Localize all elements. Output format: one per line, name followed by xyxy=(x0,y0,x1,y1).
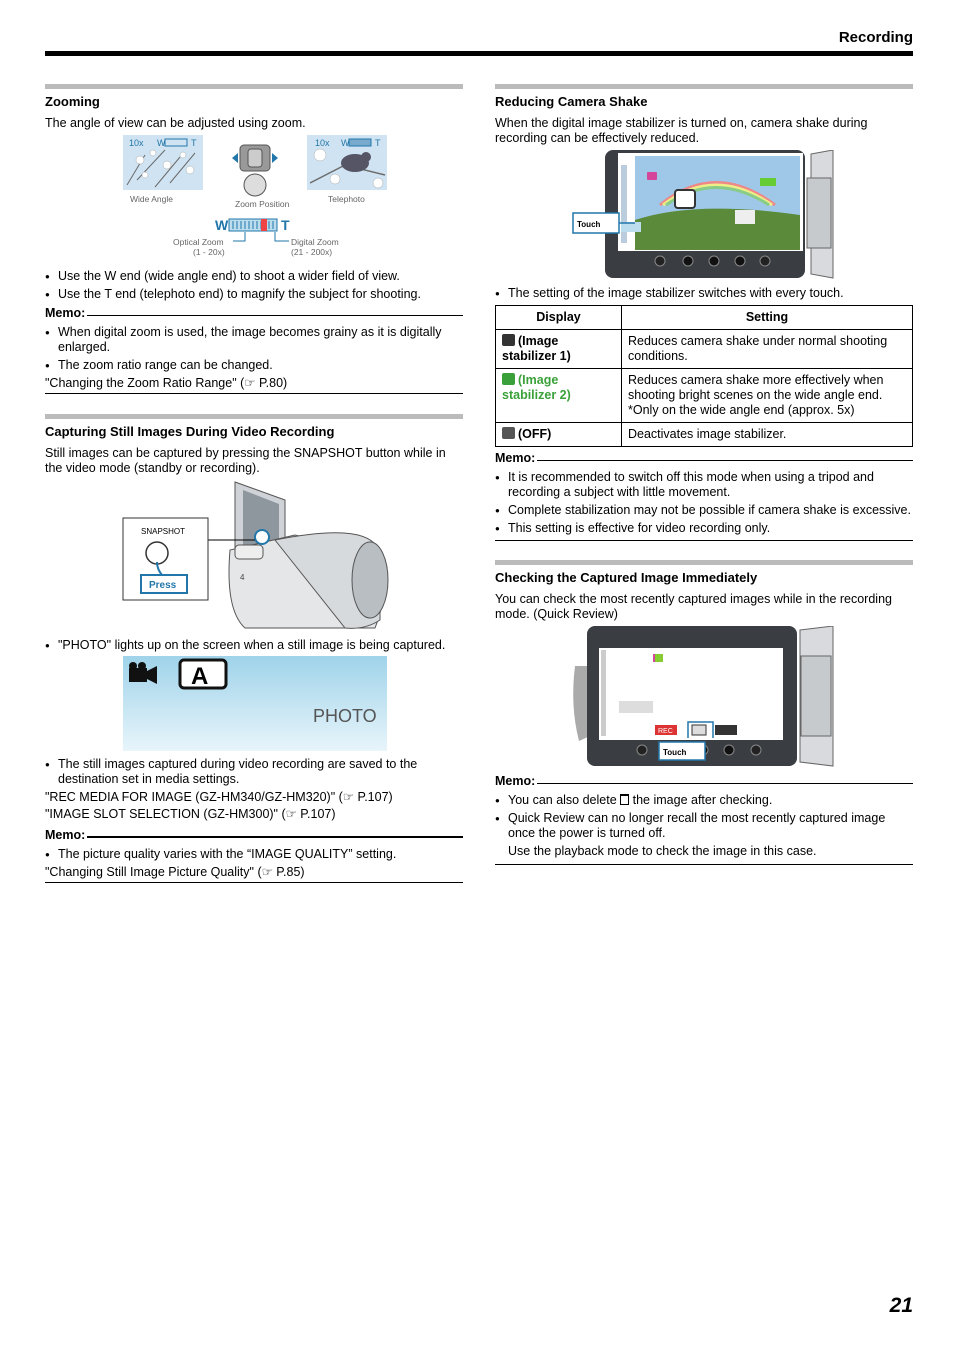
shake-memo-heading xyxy=(495,451,913,466)
rec-indicator: REC xyxy=(658,728,673,735)
snapshot-title: Capturing Still Images During Video Recording xyxy=(45,424,335,439)
snapshot-label: SNAPSHOT xyxy=(141,527,186,536)
lcd-t-left: T xyxy=(191,138,197,148)
lcd-zoom-right: 10x xyxy=(315,138,330,148)
shake-memo-2: ● Complete stabilization may not be possible if camera shake is excessive. xyxy=(495,503,913,518)
lcd-w-right: W xyxy=(341,138,350,148)
photo-screen-illustration xyxy=(123,656,387,751)
digital-zoom-label: Digital Zoom xyxy=(291,237,339,247)
section-bar xyxy=(45,84,463,89)
zoom-memo-2: ● The zoom ratio range can be changed. xyxy=(45,358,463,373)
table-row xyxy=(496,330,913,369)
image-slot-link[interactable]: "IMAGE SLOT SELECTION (GZ-HM300)" (☞ P.107) xyxy=(45,807,336,821)
digital-zoom-range: (21 - 200x) xyxy=(291,247,333,257)
row-display: (OFF) xyxy=(496,423,622,447)
lcd-t-right: T xyxy=(375,138,381,148)
zoom-bullet-w: ● Use the W end (wide angle end) to shoot a wider field of view. xyxy=(45,269,463,284)
row-display: (Image stabilizer 1) xyxy=(496,330,622,369)
review-memo-1: ● You can also delete the image after checking. xyxy=(495,793,913,808)
table-header-row xyxy=(496,306,913,330)
shake-memo-3: ● This setting is effective for video recording only. xyxy=(495,521,913,541)
section-header: Recording xyxy=(838,29,913,46)
optical-zoom-label: Optical Zoom xyxy=(173,237,224,247)
stabilizer-table xyxy=(495,305,913,447)
memo-label: Memo: xyxy=(45,306,86,320)
image-quality-link[interactable]: "Changing Still Image Picture Quality" (☞ P.85) xyxy=(45,865,463,883)
memo-label: Memo: xyxy=(495,774,536,788)
table-row xyxy=(496,369,913,423)
header-display: Display xyxy=(496,306,622,330)
shake-figure xyxy=(495,150,913,280)
camcorder-illustration xyxy=(45,480,463,632)
memo-label: Memo: xyxy=(45,828,86,842)
stabilizer-lcd-illustration xyxy=(495,150,913,280)
photo-screen xyxy=(123,656,463,751)
review-memo-2b: Use the playback mode to check the image in this case. xyxy=(495,844,913,865)
snapshot-memo-heading xyxy=(45,828,463,843)
shake-title: Reducing Camera Shake xyxy=(495,94,648,109)
zooming-title: Zooming xyxy=(45,94,100,109)
shake-intro: When the digital image stabilizer is turned on, camera shake during recording can be effectively reduced. xyxy=(495,116,868,145)
touch-label: Touch xyxy=(577,220,601,229)
top-rule xyxy=(45,51,913,56)
row-display: (Image stabilizer 2) xyxy=(496,369,622,423)
stabilizer2-icon xyxy=(502,373,515,385)
zoom-position-label: Zoom Position xyxy=(235,199,290,209)
zoom-bar-t: T xyxy=(281,217,290,233)
section-bar xyxy=(495,560,913,565)
photo-indicator: PHOTO xyxy=(313,706,377,726)
review-memo-heading xyxy=(495,774,913,789)
lcd-zoom-left: 10x xyxy=(129,138,144,148)
memo-label: Memo: xyxy=(495,451,536,465)
table-row xyxy=(496,423,913,447)
section-bar xyxy=(45,414,463,419)
stabilizer1-icon xyxy=(502,334,515,346)
optical-zoom-range: (1 - 20x) xyxy=(193,247,225,257)
snapshot-figure xyxy=(45,480,463,632)
wide-angle-label: Wide Angle xyxy=(130,194,173,204)
stabilizer-bullet: ● The setting of the image stabilizer switches with every touch. xyxy=(495,286,913,301)
review-figure xyxy=(495,626,913,768)
zoom-bullet-t: ● Use the T end (telephoto end) to magnify the subject for shooting. xyxy=(45,287,463,302)
mode-a-icon: A xyxy=(191,663,209,690)
zoom-bar-w: W xyxy=(215,217,229,233)
touch-label: Touch xyxy=(663,748,687,757)
quick-review-lcd-illustration xyxy=(495,626,913,768)
saved-bullet: ● The still images captured during video recording are saved to the destination set in media settings. xyxy=(45,757,463,787)
left-column xyxy=(45,84,463,883)
zooming-intro: The angle of view can be adjusted using zoom. xyxy=(45,116,306,130)
review-intro: You can check the most recently captured images while in the recording mode. (Quick Review) xyxy=(495,592,892,621)
row-setting: Reduces camera shake more effectively when shooting bright scenes on the wide angle end. *Only on the wide angle end (approx. 5x) xyxy=(622,369,913,423)
zoom-illustration xyxy=(45,135,463,263)
trash-icon xyxy=(620,794,629,805)
lcd-w-left: W xyxy=(157,138,166,148)
shake-memo-1: ● It is recommended to switch off this mode when using a tripod and recording a subject with little movement. xyxy=(495,470,913,500)
row-setting: Reduces camera shake under normal shooting conditions. xyxy=(622,330,913,369)
photo-bullet: ● "PHOTO" lights up on the screen when a still image is being captured. xyxy=(45,638,463,653)
stabilizer-off-icon xyxy=(502,427,515,439)
zoom-memo-heading xyxy=(45,306,463,321)
rec-media-link[interactable]: "REC MEDIA FOR IMAGE (GZ-HM340/GZ-HM320)" (☞ P.107) xyxy=(45,790,393,804)
svg-text:4: 4 xyxy=(240,573,245,582)
page-number: 21 xyxy=(889,1294,913,1317)
section-bar xyxy=(495,84,913,89)
review-title: Checking the Captured Image Immediately xyxy=(495,570,758,585)
zoom-memo-1: ● When digital zoom is used, the image becomes grainy as it is digitally enlarged. xyxy=(45,325,463,355)
row-setting: Deactivates image stabilizer. xyxy=(622,423,913,447)
snapshot-memo-1: ● The picture quality varies with the “IMAGE QUALITY” setting. xyxy=(45,847,463,862)
zoom-figure xyxy=(45,135,463,263)
right-column xyxy=(495,84,913,865)
press-label: Press xyxy=(149,580,177,591)
header-setting: Setting xyxy=(622,306,913,330)
zoom-ratio-link[interactable]: "Changing the Zoom Ratio Range" (☞ P.80) xyxy=(45,376,463,394)
snapshot-intro: Still images can be captured by pressing the SNAPSHOT button while in the video mode (standby or recording). xyxy=(45,446,446,475)
review-memo-2: ● Quick Review can no longer recall the most recently captured image once the power is turned off. xyxy=(495,811,913,841)
telephoto-label: Telephoto xyxy=(328,194,365,204)
